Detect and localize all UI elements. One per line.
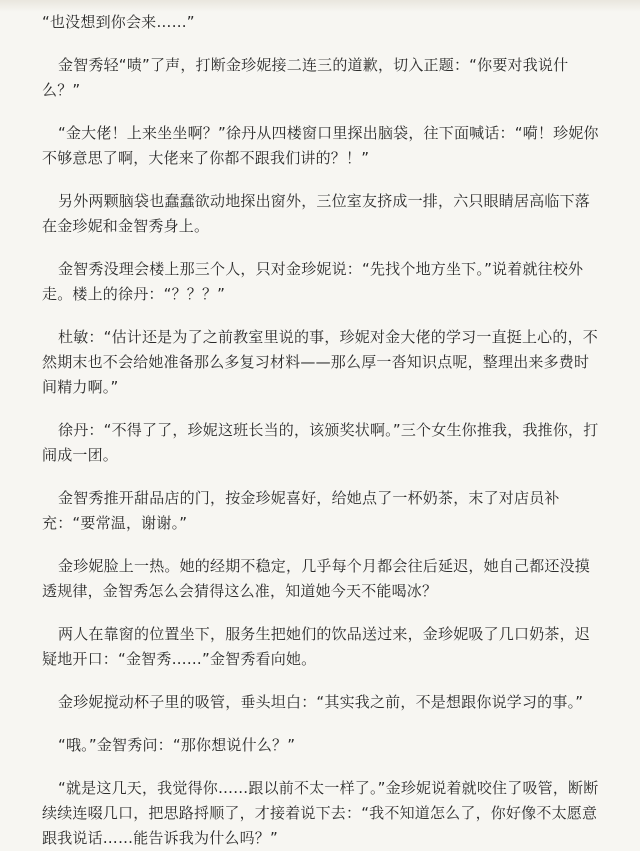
paragraph: 杜敏：“估计还是为了之前教室里说的事，珍妮对金大佬的学习一直挺上心的，不然期末也不会给她准备那么多复习材料——那么厚一沓知识点呢，整理出来多费时间精力啊。” [42,328,598,396]
paragraph: 金珍妮搅动杯子里的吸管，垂头坦白：“其实我之前，不是想跟你说学习的事。” [58,693,584,711]
novel-text-body [42,10,604,851]
paragraph: “就是这几天，我觉得你……跟以前不太一样了。”金珍妮说着就咬住了吸管，断断续续连啜几口，把思路捋顺了，才接着说下去：“我不知道怎么了，你好像不太愿意跟我说话……能告诉我为什么吗？” [42,779,599,847]
paragraph: 另外两颗脑袋也蠢蠢欲动地探出窗外，三位室友挤成一排，六只眼睛居高临下落在金珍妮和金智秀身上。 [42,192,591,235]
paragraph: 金智秀没理会楼上那三个人，只对金珍妮说：“先找个地方坐下。”说着就往校外走。楼上的徐丹：“？？？” [42,260,584,303]
paragraph: 徐丹：“不得了了，珍妮这班长当的，该颁奖状啊。”三个女生你推我，我推你，打闹成一团。 [42,421,599,464]
paragraph: 金智秀推开甜品店的门，按金珍妮喜好，给她点了一杯奶茶，末了对店员补充：“要常温，谢谢。” [42,489,560,532]
paragraph: “也没想到你会来……” [42,13,195,31]
paragraph: 金珍妮脸上一热。她的经期不稳定，几乎每个月都会往后延迟，她自己都还没摸透规律，金智秀怎么会猜得这么准，知道她今天不能喝冰？ [42,557,591,600]
paragraph: “哦。”金智秀问：“那你想说什么？” [58,736,296,754]
paragraph: 两人在靠窗的位置坐下，服务生把她们的饮品送过来，金珍妮吸了几口奶茶，迟疑地开口：“金智秀……”金智秀看向她。 [42,625,591,668]
paragraph: “金大佬！上来坐坐啊？”徐丹从四楼窗口里探出脑袋，往下面喊话：“嗬！珍妮你不够意思了啊，大佬来了你都不跟我们讲的？！” [42,124,599,167]
paragraph: 金智秀轻“啧”了声，打断金珍妮接二连三的道歉，切入正题：“你要对我说什么？” [42,56,569,99]
